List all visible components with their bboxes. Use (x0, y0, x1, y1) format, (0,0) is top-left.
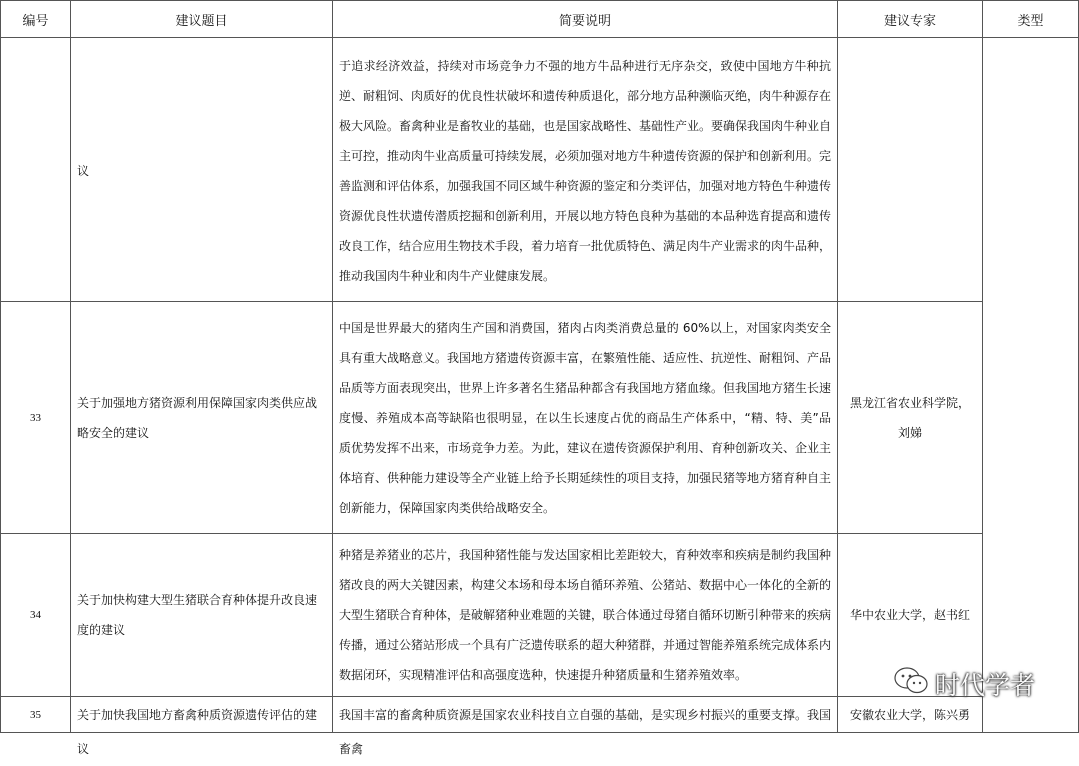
row-expert-line-2: 刘娣 (897, 425, 922, 440)
row-type (983, 38, 1079, 733)
row-title (71, 697, 333, 756)
row-title-text: 议 (77, 163, 90, 178)
row-description (333, 38, 838, 302)
watermark-text: 时代学者 (935, 671, 1036, 700)
row-id: 33 (1, 302, 71, 534)
table-row (1, 38, 1079, 302)
table-header-row (1, 1, 1079, 38)
header-id: 编号 (1, 1, 71, 38)
table-row (1, 302, 1079, 534)
row-expert-line-1: 黑龙江省农业科学院， (849, 395, 970, 410)
row-title-text: 关于加快我国地方畜禽种质资源遗传评估的建议 (77, 707, 318, 756)
table-row (1, 534, 1079, 697)
row-description-text: 于追求经济效益，持续对市场竞争力不强的地方牛品种进行无序杂交，致使中国地方牛种抗逆、耐粗饲、肉质好的优良性状破坏和遗传种质退化，部分地方品种濒临灭绝，肉牛种源存在极大风险。畜禽种业是畜牧业的基础，也是国家战略性、基础性产业。要确保我国肉牛种业自主可控，推动肉牛业高质量可持续发展，必须加强对地方牛种遗传资源的保护和创新利用。完善监测和评估体系，加强我国不同区域牛种资源的鉴定和分类评估，加强对地方特色牛种遗传资源优良性状遗传潜质挖掘和创新利用，开展以地方特色良种为基础的本品种选育提高和遗传改良工作，结合应用生物技术手段，着力培育一批优质特色、满足肉牛产业需求的肉牛品种，推动我国肉牛种业和肉牛产业健康发展。 (339, 58, 832, 283)
row-expert (838, 302, 983, 534)
header-description: 简要说明 (333, 1, 838, 38)
row-description (333, 697, 838, 756)
row-id (1, 38, 71, 302)
row-id: 35 (1, 697, 71, 733)
row-description: 中国是世界最大的猪肉生产国和消费国，猪肉占肉类消费总量的 60%以上，对国家肉类安全具有重大战略意义。我国地方猪遗传资源丰富，在繁殖性能、适应性、抗逆性、耐粗饲、产品品质等方面表现突出，世界上许多著名生猪品种都含有我国地方猪血缘。但我国地方猪生长速度慢、养殖成本高等缺陷也很明显，在以生长速度占优的商品生产体系中，“精、特、美”品质优势发挥不出来，市场竞争力差。为此，建议在遗传资源保护利用、育种创新攻关、企业主体培育、供种能力建设等全产业链上给予长期延续性的项目支持，加强民猪等地方猪育种自主创新能力，保障国家肉类供给战略安全。 (333, 302, 838, 534)
row-description: 种猪是养猪业的芯片，我国种猪性能与发达国家相比差距较大，育种效率和疾病是制约我国种猪改良的两大关键因素，构建父本场和母本场自循环养殖、公猪站、数据中心一体化的全新的大型生猪联合育种体，是破解猪种业难题的关键，联合体通过母猪自循环切断引种带来的疾病传播，通过公猪站形成一个具有广泛遗传联系的超大种猪群，并通过智能养殖系统完成体系内数据闭环，实现精准评估和高强度选种，快速提升种猪质量和生猪养殖效率。 (333, 534, 838, 697)
row-expert: 华中农业大学，赵书红 (838, 534, 983, 697)
row-title (71, 38, 333, 302)
table-row (1, 697, 1079, 733)
row-expert (838, 697, 983, 733)
row-title: 关于加强地方猪资源利用保障国家肉类供应战略安全的建议 (71, 302, 333, 534)
row-expert (838, 38, 983, 302)
header-title: 建议题目 (71, 1, 333, 38)
header-type: 类型 (983, 1, 1079, 38)
row-expert-text: 安徽农业大学，陈兴勇 (849, 707, 970, 722)
row-description-text: 我国丰富的畜禽种质资源是国家农业科技自立自强的基础，是实现乡村振兴的重要支撑。我国畜禽 (339, 707, 832, 756)
row-id: 34 (1, 534, 71, 697)
header-expert: 建议专家 (838, 1, 983, 38)
row-title: 关于加快构建大型生猪联合育种体提升改良速度的建议 (71, 534, 333, 697)
